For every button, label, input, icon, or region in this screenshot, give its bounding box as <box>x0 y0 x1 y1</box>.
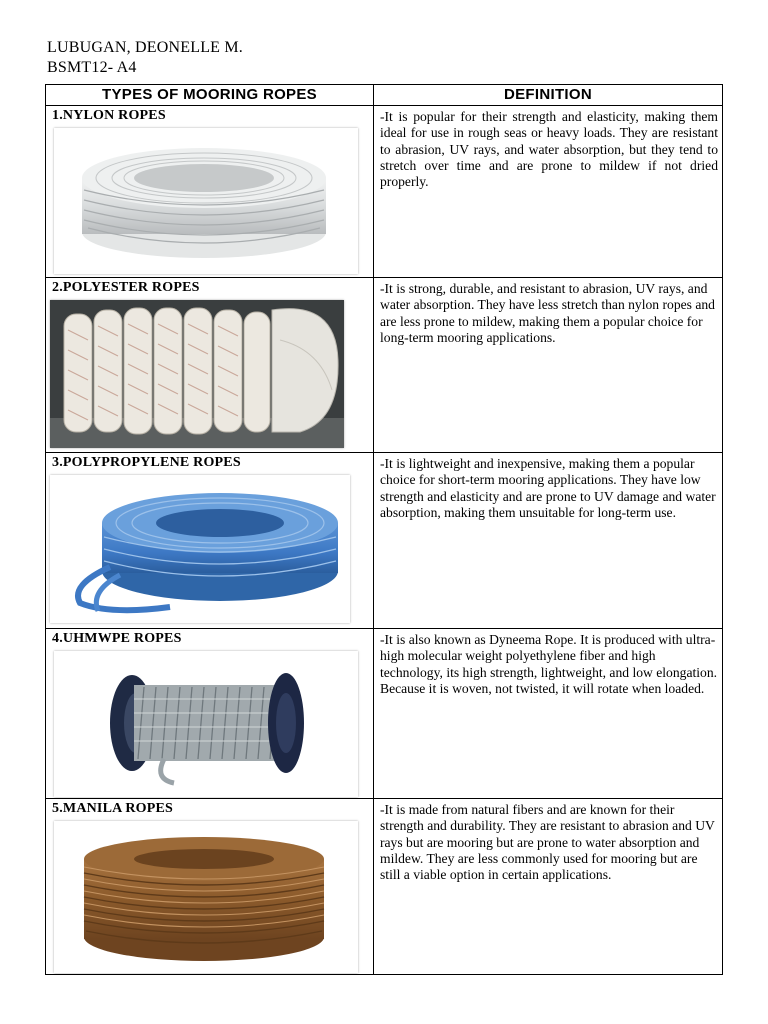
column-header-definition: DEFINITION <box>374 85 723 106</box>
rope-name: 3.POLYPROPYLENE ROPES <box>52 455 241 470</box>
table-row <box>46 278 723 453</box>
table-row <box>46 629 723 799</box>
rope-name: 1.NYLON ROPES <box>52 108 166 123</box>
rope-type-cell <box>46 799 374 975</box>
braided-white-rope-photo <box>50 300 344 448</box>
white-coiled-rope-photo <box>54 128 358 274</box>
section-label: BSMT12- A4 <box>47 59 137 76</box>
table-row <box>46 799 723 975</box>
definition-cell <box>374 278 723 453</box>
table-header-row <box>46 85 723 106</box>
blue-coiled-rope-photo <box>50 475 350 623</box>
rope-definition: -It is popular for their strength and elasticity, making them ideal for use in rough seas or heavy loads. They are resistant to abrasion, UV rays, and water absorption, but they tend to stretch over time and are prone to mildew if not dried properly. <box>380 109 718 190</box>
rope-definition: -It is lightweight and inexpensive, making them a popular choice for short-term mooring applications. They have low strength and elasticity and are prone to UV damage and water absorption, making them unsuitable for long-term use. <box>380 456 716 520</box>
rope-definition: -It is made from natural fibers and are known for their strength and durability. They are resistant to abrasion and UV rays but are mooring but are prone to water absorption and mildew. They are less commonly used for mooring but are still a viable option in certain applications. <box>380 802 715 883</box>
document-header <box>47 38 243 78</box>
rope-name: 2.POLYESTER ROPES <box>52 280 200 295</box>
table-row <box>46 106 723 278</box>
rope-definition: -It is strong, durable, and resistant to abrasion, UV rays, and water absorption. They have less stretch than nylon ropes and are less prone to mildew, making them a popular choice for long-term mooring applications. <box>380 281 715 345</box>
rope-spool-photo <box>54 651 358 797</box>
rope-type-cell <box>46 106 374 278</box>
table-row <box>46 453 723 629</box>
brown-coiled-rope-photo <box>54 821 358 973</box>
definition-cell <box>374 106 723 278</box>
rope-name: 4.UHMWPE ROPES <box>52 631 182 646</box>
definition-cell <box>374 453 723 629</box>
column-header-type: TYPES OF MOORING ROPES <box>46 85 374 106</box>
rope-type-cell <box>46 453 374 629</box>
student-name: LUBUGAN, DEONELLE M. <box>47 39 243 56</box>
definition-cell <box>374 799 723 975</box>
rope-type-cell <box>46 629 374 799</box>
rope-type-cell <box>46 278 374 453</box>
mooring-ropes-table <box>45 84 723 975</box>
definition-cell <box>374 629 723 799</box>
rope-name: 5.MANILA ROPES <box>52 801 174 816</box>
rope-definition: -It is also known as Dyneema Rope. It is produced with ultra-high molecular weight polyethylene fiber and high technology, its high strength, lightweight, and low elongation. Because it is woven, not twisted, it will rotate when loaded. <box>380 632 718 696</box>
